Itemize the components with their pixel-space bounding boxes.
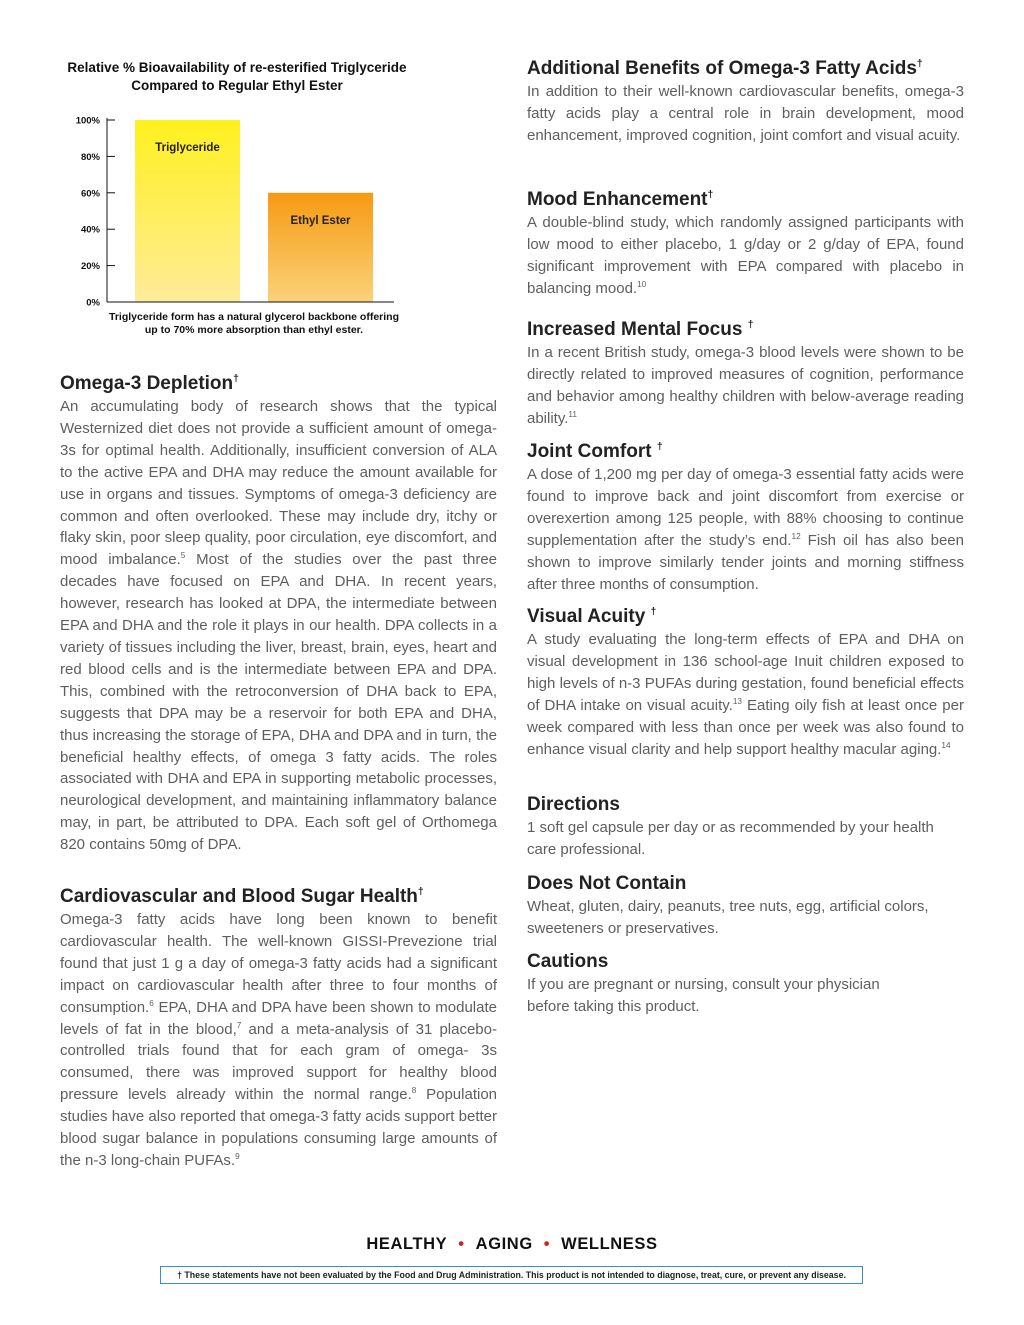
heading-mental-focus: Increased Mental Focus †	[527, 319, 754, 340]
tag-wellness: WELLNESS	[561, 1235, 658, 1253]
body-joint-comfort: A dose of 1,200 mg per day of omega-3 essential fatty acids were found to improve back and joint discomfort from exercise or overexertion among 125 people, with 88% choosing to continue supplementation after the study’s end.$^{12}$ Fish oil has also been shown to improve similarly tender joints and morning stiffness after three months of consumption.	[527, 466, 964, 593]
body-mental-focus: In a recent British study, omega-3 blood levels were shown to be directly related to improved measures of cognition, performance and behavior among healthy children with below-average reading ability.$^{11}$	[527, 344, 964, 427]
heading-mood: Mood Enhancement†	[527, 189, 714, 210]
heading-directions: Directions	[527, 794, 620, 815]
heading-omega3-depletion: Omega-3 Depletion†	[60, 373, 239, 394]
footer-tagline	[0, 1235, 1024, 1254]
section-additional-benefits	[527, 57, 964, 147]
dagger-mark: †	[233, 373, 239, 385]
section-omega3-depletion	[60, 372, 497, 856]
tag-aging: AGING	[475, 1235, 533, 1253]
chart-bar-ethyl-ester	[268, 193, 373, 302]
tag-separator: •	[458, 1235, 465, 1253]
chart-caption-line2: up to 70% more absorption than ethyl ester.	[144, 324, 364, 336]
body-does-not-contain: Wheat, gluten, dairy, peanuts, tree nuts, egg, artificial colors, sweeteners or preservatives.	[527, 898, 929, 937]
chart-bar-label: Ethyl Ester	[290, 214, 351, 227]
body-cautions: If you are pregnant or nursing, consult your physician before taking this product.	[527, 976, 880, 1015]
section-joint-comfort	[527, 440, 964, 595]
tag-separator: •	[543, 1235, 551, 1253]
body-cardiovascular: Omega-3 fatty acids have long been known to benefit cardiovascular health. The well-known GISSI-Prevezione trial found that just 1 g a day of omega-3 fatty acids had a significant impact on cardiovascular health after three to four months of consumption.$^6$ EPA, DHA and DPA have been shown to modulate levels of fat in the blood,$^7$ and a meta-analysis of 31 placebo-controlled trials found that for each gram of omega- 3s consumed, there was improved support for healthy blood pressure levels already within the normal range.$^8$ Population studies have also reported that omega-3 fatty acids support better blood sugar balance in populations consuming large amounts of the n-3 long-chain PUFAs.$^9$	[60, 911, 497, 1169]
bioavailability-bar-chart	[58, 108, 408, 340]
section-mental-focus	[527, 318, 964, 430]
chart-y-tick-label: 20%	[80, 261, 100, 273]
chart-y-tick-label: 80%	[80, 151, 100, 163]
heading-visual-acuity: Visual Acuity †	[527, 606, 657, 627]
section-mood	[527, 188, 964, 300]
chart-y-tick-label: 100%	[75, 115, 100, 127]
heading-cautions: Cautions	[527, 951, 609, 972]
section-directions	[527, 793, 964, 861]
heading-additional-benefits: Additional Benefits of Omega-3 Fatty Acids†	[527, 58, 923, 79]
chart-y-tick-label: 40%	[80, 224, 100, 236]
body-visual-acuity: A study evaluating the long-term effects of EPA and DHA on visual development in 136 school-age Inuit children exposed to high levels of n-3 PUFAs during gestation, found beneficial effects of DHA intake on visual acuity.$^{13}$ Eating oily fish at least once per week compared with less than once per week was also found to enhance visual clarity and help support healthy macular aging.$^{14}$	[527, 631, 964, 758]
tag-healthy: HEALTHY	[366, 1235, 448, 1253]
chart-y-tick-label: 60%	[80, 188, 100, 200]
ref-5: 5	[180, 551, 186, 561]
fda-disclaimer: † These statements have not been evaluated by the Food and Drug Administration. This product is not intended to diagnose, treat, cure, or prevent any disease.	[160, 1266, 863, 1284]
section-cardiovascular	[60, 885, 497, 1172]
chart-caption-line1: Triglyceride form has a natural glycerol backbone offering	[109, 311, 399, 323]
chart-title-line1: Relative % Bioavailability of re-esterified Triglyceride	[67, 60, 407, 75]
chart-caption	[95, 311, 413, 337]
chart-y-tick-label: 0%	[86, 297, 100, 309]
body-directions: 1 soft gel capsule per day or as recommended by your health care professional.	[527, 819, 934, 858]
section-cautions	[527, 950, 964, 1018]
section-does-not-contain	[527, 872, 964, 940]
body-mood: A double-blind study, which randomly assigned participants with low mood to either placebo, 1 g/day or 2 g/day of EPA, found significant improvement with EPA compared with placebo in balancing mood.$^{10}$	[527, 214, 964, 297]
heading-joint-comfort: Joint Comfort †	[527, 441, 663, 462]
heading-does-not-contain: Does Not Contain	[527, 873, 687, 894]
body-additional-benefits: In addition to their well-known cardiovascular benefits, omega-3 fatty acids play a central role in brain development, mood enhancement, improved cognition, joint comfort and visual acuity.	[527, 83, 964, 144]
chart-title	[58, 59, 416, 95]
chart-bar-label: Triglyceride	[155, 142, 220, 154]
dagger-mark: †	[417, 886, 424, 898]
section-visual-acuity	[527, 605, 964, 760]
body-omega3-depletion: An accumulating body of research shows that the typical Westernized diet does not provide a sufficient amount of omega-3s for optimal health. Additionally, insufficient conversion of ALA to the active EPA and DHA may reduce the amount available for use in organs and tissues. Symptoms of omega-3 deficiency are common and often overlooked. These may include dry, itchy or flaky skin, poor sleep quality, poor circulation, eye discomfort, and mood imbalance.$^5$ Most of the studies over the past three decades have focused on EPA and DHA. In recent years, however, research has looked at DPA, the intermediate between EPA and DHA and the role it plays in our health. DPA collects in a variety of tissues including the liver, breast, brain, eyes, heart and red blood cells and is the intermediate between EPA and DPA. This, combined with the retroconversion of DHA back to EPA, suggests that DPA may be a reservoir for both EPA and DHA, thus increasing the storage of EPA, DHA and DPA and in turn, the beneficial healthy effects, of omega 3 fatty acids. The roles associated with DHA and EPA in supporting metabolic processes, neurological development, and maintaining inflammatory balance may, in part, be attributed to DPA. Each soft gel of Orthomega 820 contains 50mg of DPA.	[60, 398, 498, 854]
heading-cardiovascular: Cardiovascular and Blood Sugar Health†	[60, 886, 424, 907]
chart-title-line2: Compared to Regular Ethyl Ester	[131, 78, 343, 93]
